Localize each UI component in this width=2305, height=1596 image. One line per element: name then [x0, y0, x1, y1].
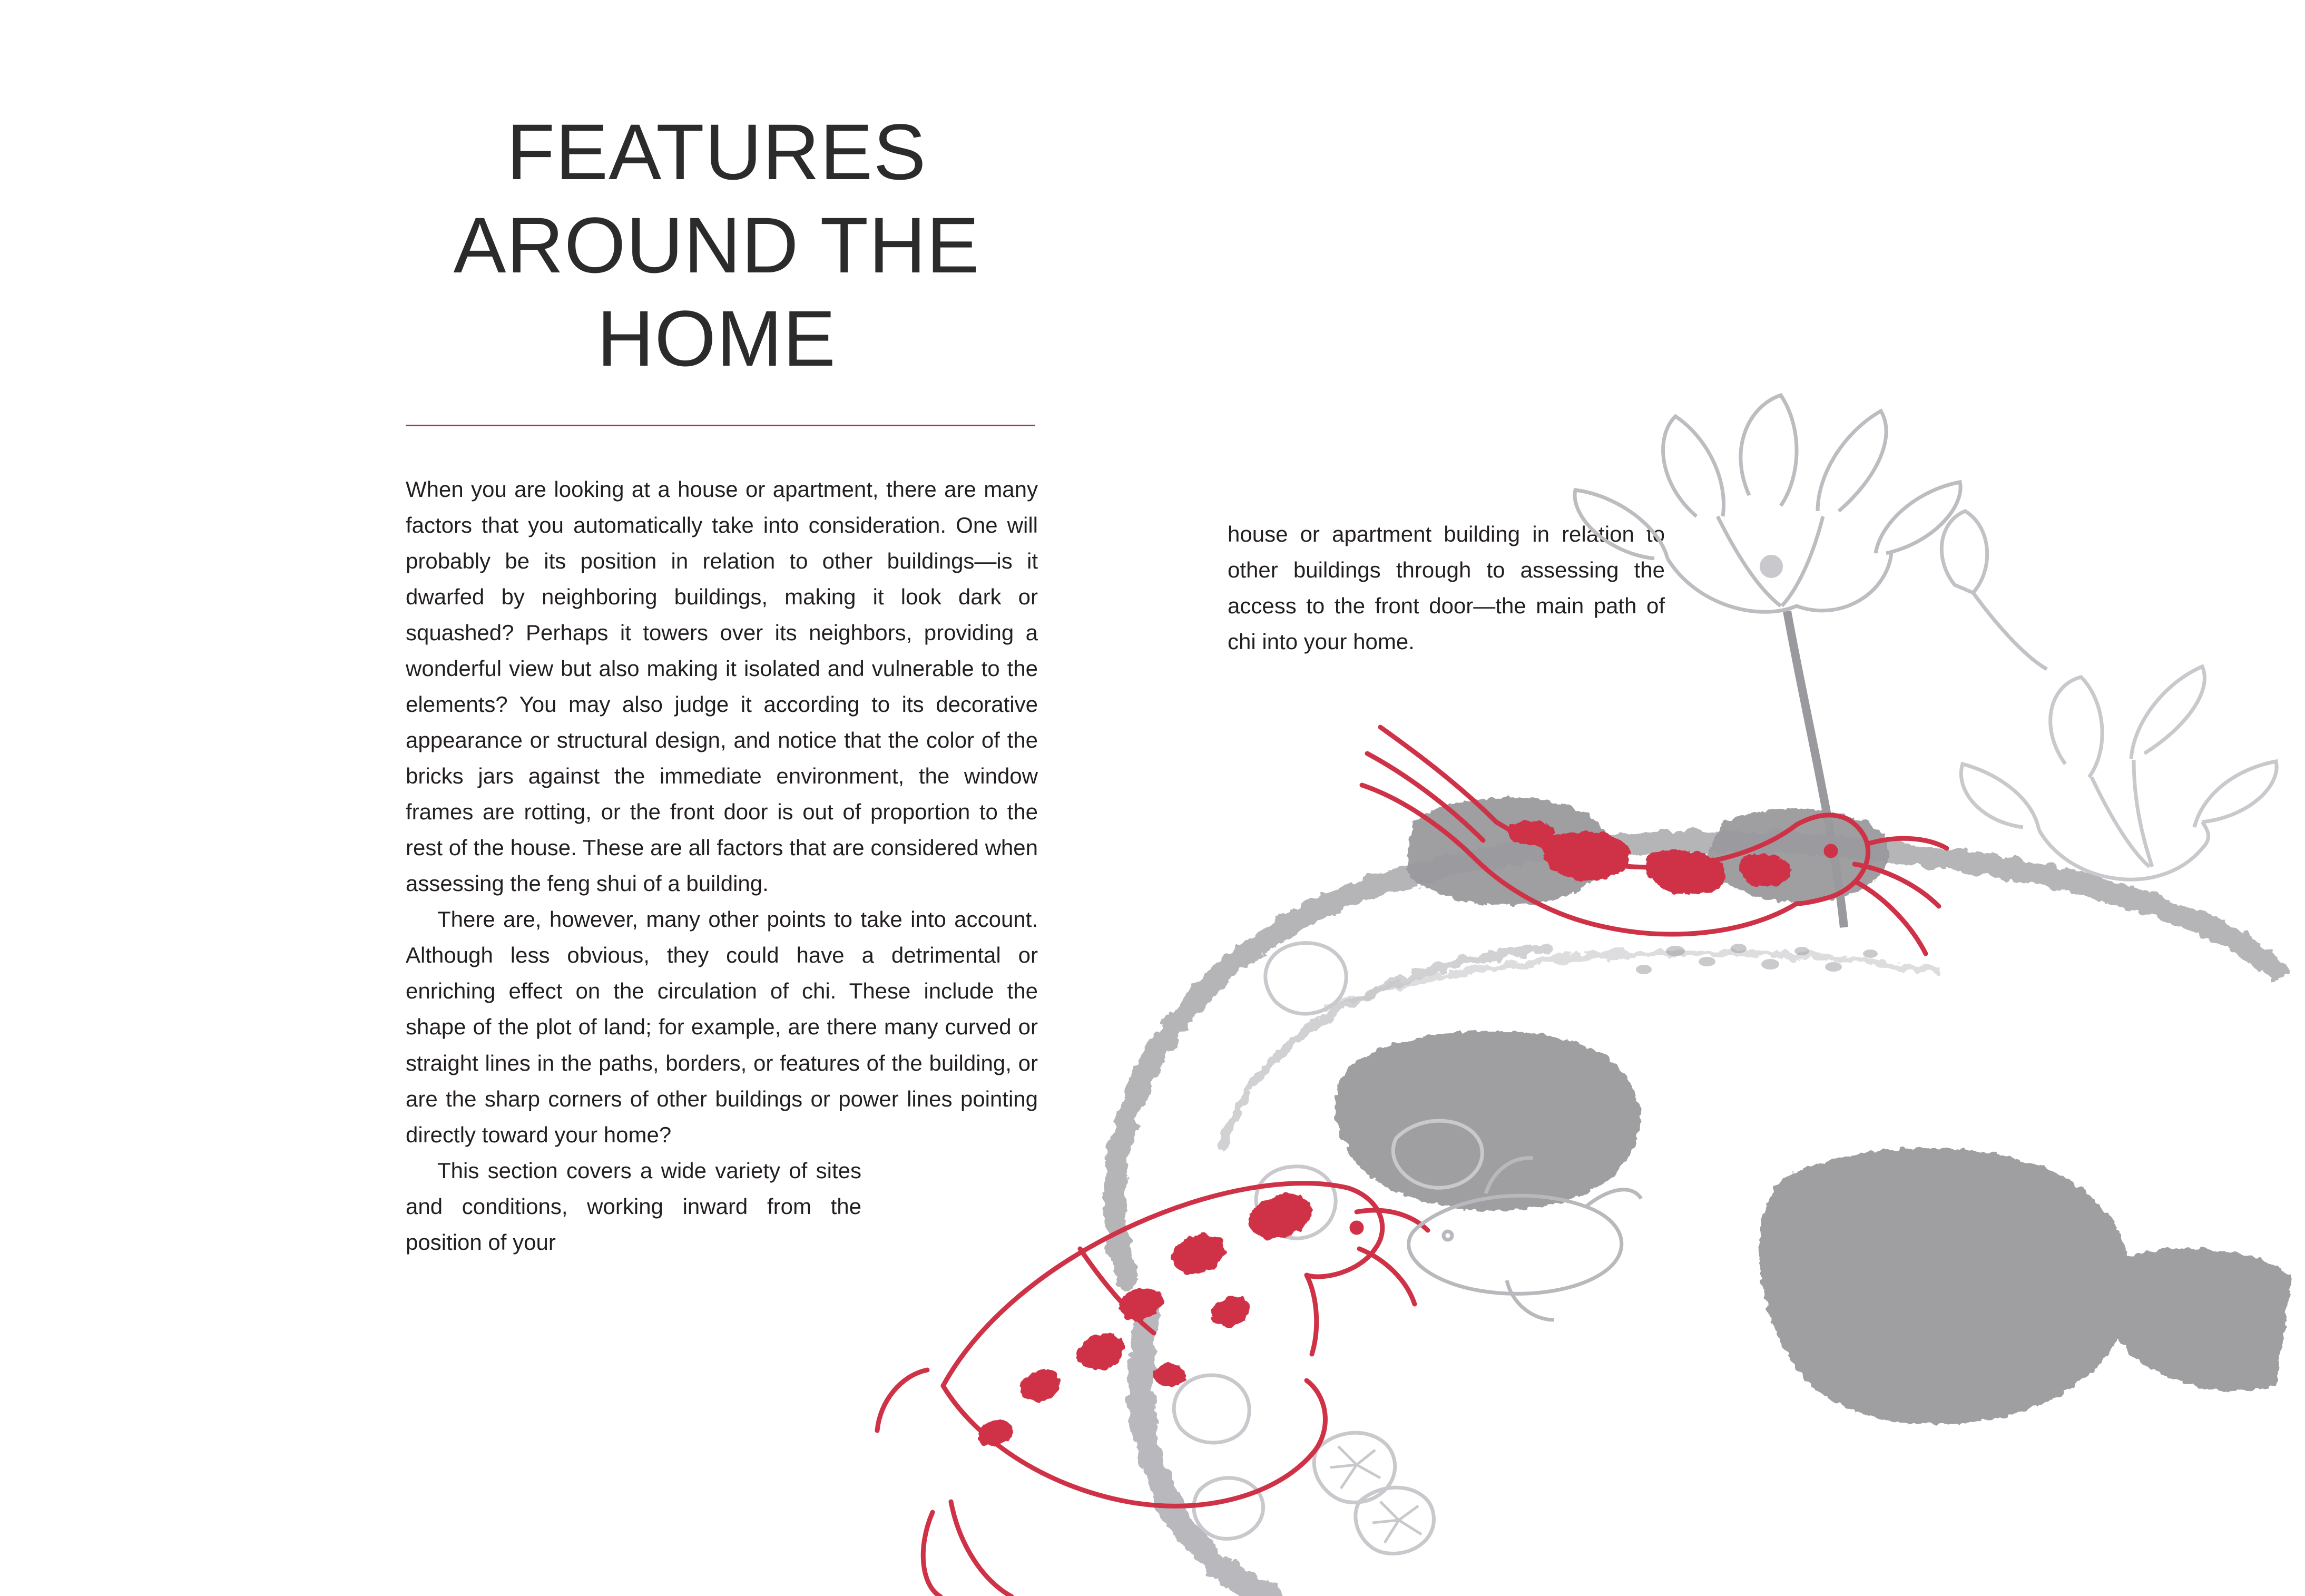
paragraph-section-overview: This section covers a wide variety of sites and conditions, working inward from the position of your — [406, 1158, 861, 1255]
paragraph-intro: When you are looking at a house or apartment, there are many factors that you automatically take into consideration. One will probably be its position in relation to other buildings—is it dwarfed by neighboring buildings, making it look dark or squashed? Perhaps it towers over its neighbors, providing a wonderful view but also making it isolated and vulnerable to the elements? You may also judge it according to its decorative appearance or structural design, and notice that the color of the bricks jars against the immediate environment, the window frames are rotting, or the front door is out of proportion to the rest of the house. These are all factors that are considered when assessing the feng shui of a building. — [406, 477, 1038, 896]
koi-fish-red-upper — [1362, 727, 1947, 954]
body-column-left — [406, 472, 1038, 1260]
page-title — [400, 105, 1033, 385]
body-column-right — [1228, 516, 1665, 660]
brush-stroke-pond — [1115, 842, 2276, 1596]
page-title-line-3: HOME — [597, 294, 836, 383]
page-title-block — [400, 105, 1033, 385]
title-divider-rule — [406, 425, 1035, 426]
lotus-pads — [1174, 943, 1482, 1554]
page-title-line-1: FEATURES — [506, 107, 927, 196]
paragraph-other-points: There are, however, many other points to take into account. Although less obvious, they could have a detrimental or enriching effect on the circulation of chi. These include the shape of the plot of land; for example, are there many curved or straight lines in the paths, borders, or features of the building, or are the sharp corners of other buildings or power lines pointing directly toward your home? — [406, 907, 1038, 1147]
koi-fish-outline — [1409, 1158, 1641, 1320]
lotus-stem — [1787, 611, 1844, 927]
gray-rocks — [1335, 798, 2292, 1425]
lotus-bud — [1941, 511, 2047, 669]
paragraph-continuation: house or apartment building in relation to other buildings through to assessing the access to the front door—the main path of chi into your home. — [1228, 522, 1665, 654]
page-title-line-2: AROUND THE — [453, 201, 980, 289]
lotus-flower-secondary — [1961, 667, 2277, 879]
